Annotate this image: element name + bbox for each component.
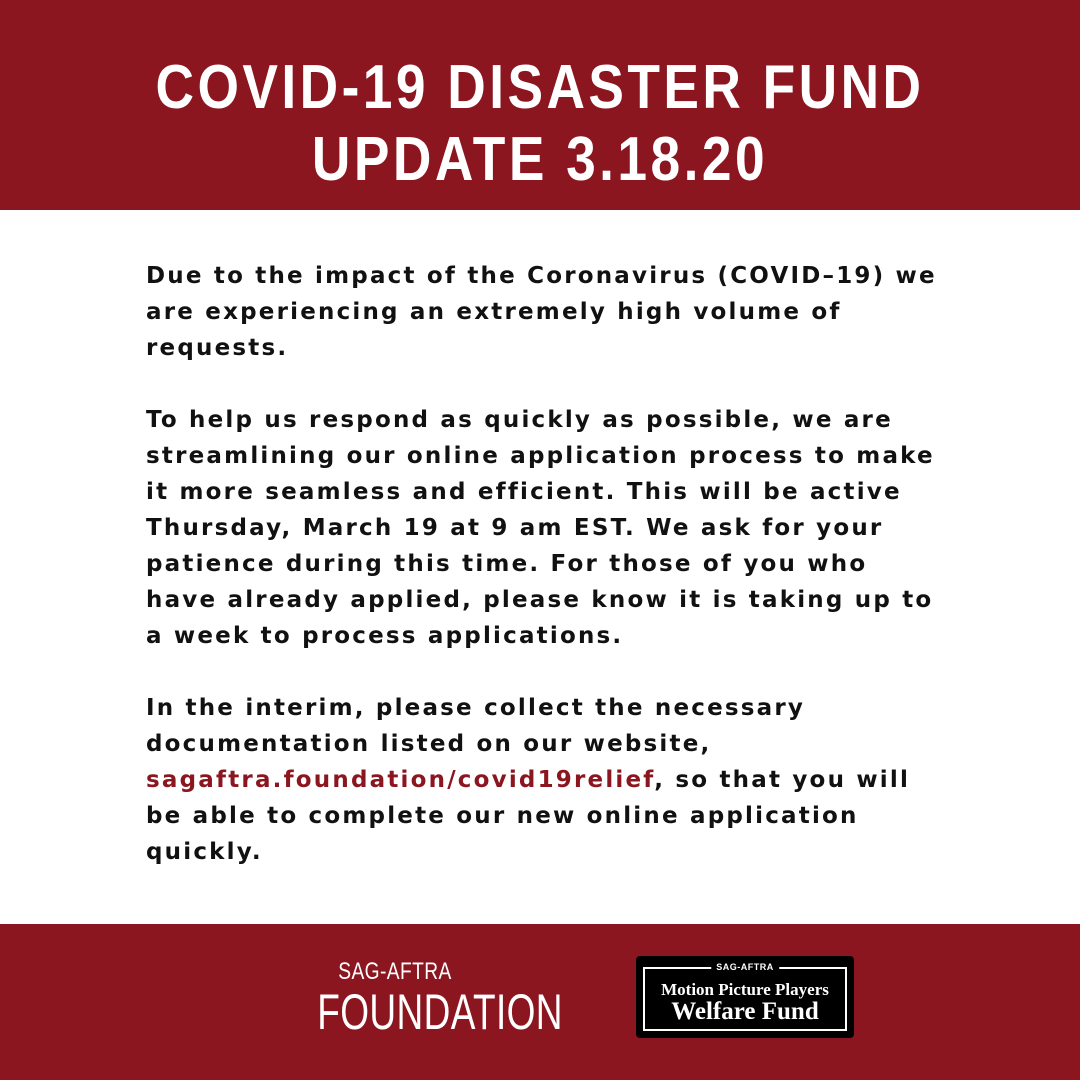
motion-picture-players-welfare-fund-logo <box>636 956 854 1038</box>
fund-logo-tag: SAG-AFTRA <box>711 960 779 974</box>
foundation-logo-top-text: SAG-AFTRA <box>338 958 452 985</box>
paragraph-impact: Due to the impact of the Coronavirus (COVID–19) we are experiencing an extremely high volume of requests. <box>146 263 937 361</box>
paragraph-interim-tail: , so that you will be able to complete our new online application quickly. <box>146 767 911 865</box>
relief-website-link[interactable]: sagaftra.foundation/covid19relief <box>146 767 655 793</box>
paragraph-streamlining: To help us respond as quickly as possible, we are streamlining our online application process to make it more seamless and efficient. This will be active Thursday, March 19 at 9 am EST. We ask for your patience during this time. For those of you who have already applied, please know it is taking up to a week to process applications. <box>146 407 935 649</box>
foundation-logo-main-text: FOUNDATION <box>317 984 563 1040</box>
headline <box>76 52 1005 196</box>
fund-logo-line-2: Welfare Fund <box>671 998 819 1025</box>
headline-line-1: COVID-19 DISASTER FUND <box>155 53 925 122</box>
paragraph-interim <box>146 690 946 870</box>
header-banner <box>0 0 1080 210</box>
fund-logo-line-1: Motion Picture Players <box>661 980 829 999</box>
announcement-body <box>146 258 946 906</box>
paragraph-interim-lead: In the interim, please collect the necessary documentation listed on our website, <box>146 695 806 757</box>
headline-line-2: UPDATE 3.18.20 <box>311 125 769 194</box>
sag-aftra-foundation-logo <box>290 958 563 1048</box>
fund-logo-frame <box>643 962 847 1031</box>
